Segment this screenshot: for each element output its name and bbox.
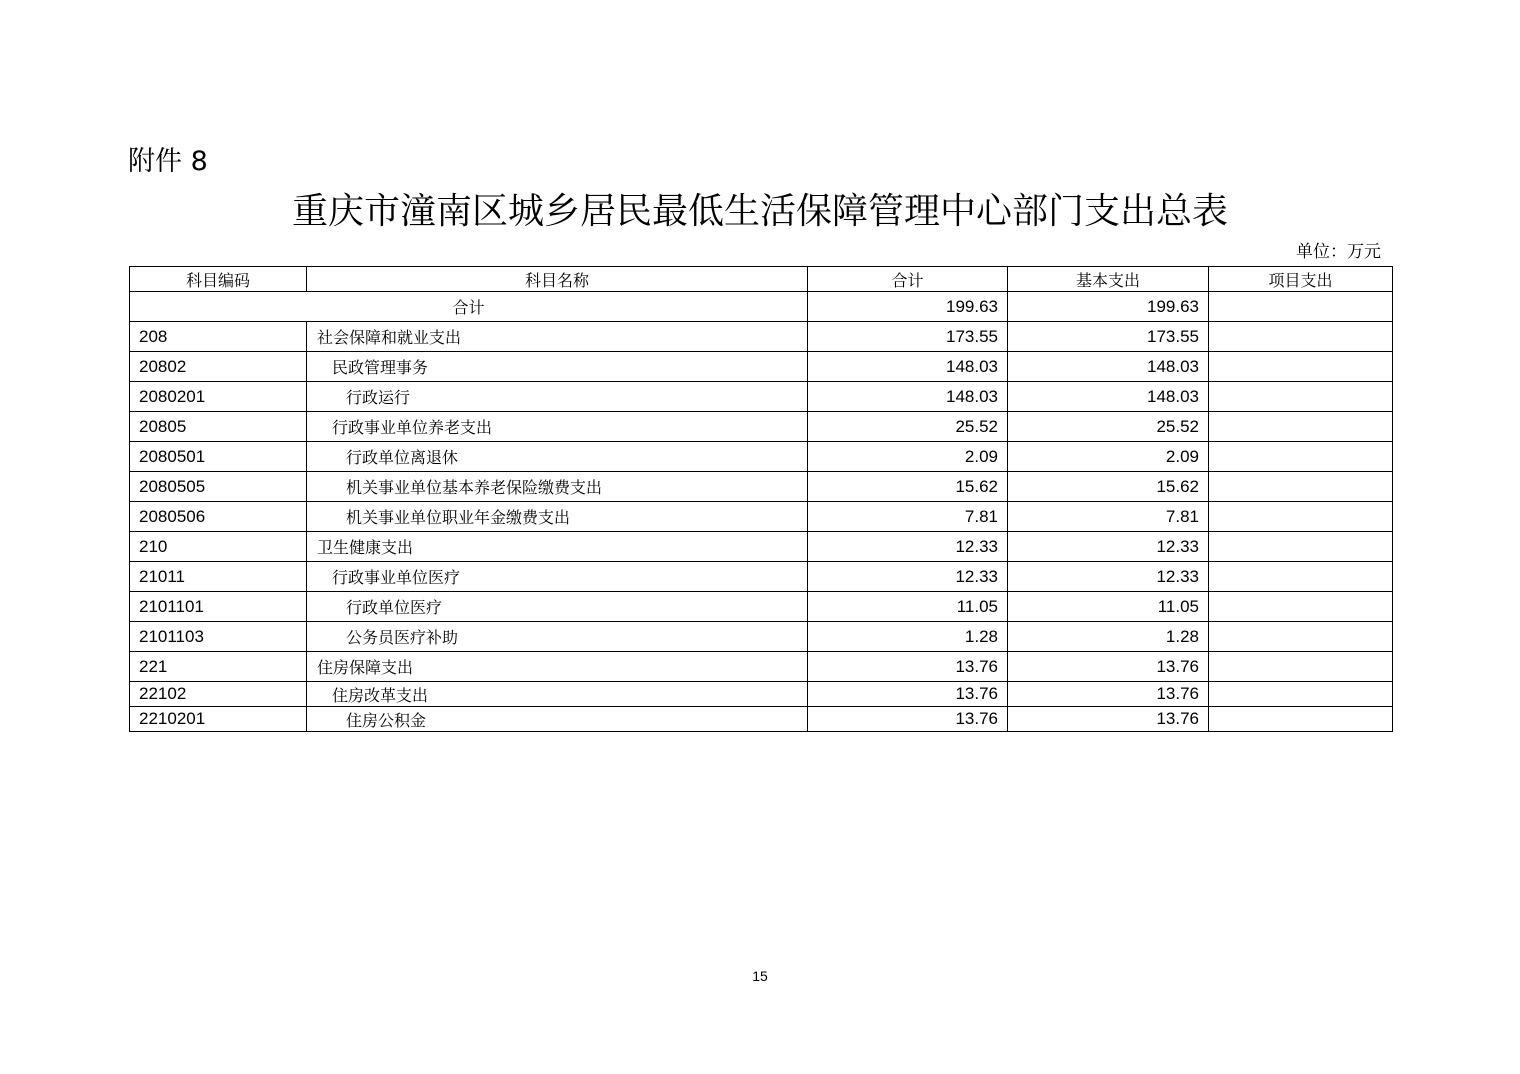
row-basic: 25.52 <box>1008 412 1209 442</box>
table-row <box>130 442 1393 472</box>
row-name: 行政运行 <box>307 382 808 412</box>
row-total: 13.76 <box>808 707 1008 732</box>
table-row <box>130 352 1393 382</box>
row-basic: 13.76 <box>1008 652 1209 682</box>
table-row <box>130 562 1393 592</box>
row-basic: 7.81 <box>1008 502 1209 532</box>
header-basic: 基本支出 <box>1008 267 1209 292</box>
row-basic: 13.76 <box>1008 707 1209 732</box>
row-project <box>1209 352 1393 382</box>
row-code: 2080506 <box>130 502 307 532</box>
row-basic: 12.33 <box>1008 562 1209 592</box>
table-row <box>130 412 1393 442</box>
row-total: 173.55 <box>808 322 1008 352</box>
row-basic: 148.03 <box>1008 352 1209 382</box>
total-row-basic: 199.63 <box>1008 292 1209 322</box>
row-code: 22102 <box>130 682 307 707</box>
row-total: 11.05 <box>808 592 1008 622</box>
row-project <box>1209 707 1393 732</box>
total-row-label: 合计 <box>130 292 808 322</box>
row-code: 2210201 <box>130 707 307 732</box>
row-project <box>1209 472 1393 502</box>
row-code: 210 <box>130 532 307 562</box>
row-total: 1.28 <box>808 622 1008 652</box>
row-project <box>1209 592 1393 622</box>
row-total: 148.03 <box>808 382 1008 412</box>
table-row <box>130 682 1393 707</box>
row-project <box>1209 652 1393 682</box>
row-project <box>1209 382 1393 412</box>
row-project <box>1209 412 1393 442</box>
row-code: 2080501 <box>130 442 307 472</box>
row-total: 13.76 <box>808 652 1008 682</box>
row-code: 20805 <box>130 412 307 442</box>
page-number: 15 <box>752 968 768 984</box>
page-title: 重庆市潼南区城乡居民最低生活保障管理中心部门支出总表 <box>291 191 1228 232</box>
row-name: 住房保障支出 <box>307 652 808 682</box>
table-row <box>130 707 1393 732</box>
row-name: 民政管理事务 <box>307 352 808 382</box>
row-code: 221 <box>130 652 307 682</box>
row-project <box>1209 322 1393 352</box>
total-row-project <box>1209 292 1393 322</box>
row-code: 2080505 <box>130 472 307 502</box>
row-basic: 13.76 <box>1008 682 1209 707</box>
row-code: 21011 <box>130 562 307 592</box>
row-basic: 12.33 <box>1008 532 1209 562</box>
table-header-row <box>130 267 1393 292</box>
row-name: 卫生健康支出 <box>307 532 808 562</box>
row-name: 机关事业单位职业年金缴费支出 <box>307 502 808 532</box>
row-name: 住房改革支出 <box>307 682 808 707</box>
table-row <box>130 322 1393 352</box>
row-project <box>1209 562 1393 592</box>
row-name: 行政事业单位医疗 <box>307 562 808 592</box>
row-basic: 1.28 <box>1008 622 1209 652</box>
table-row <box>130 382 1393 412</box>
row-basic: 15.62 <box>1008 472 1209 502</box>
row-code: 2080201 <box>130 382 307 412</box>
row-name: 公务员医疗补助 <box>307 622 808 652</box>
row-total: 15.62 <box>808 472 1008 502</box>
row-name: 住房公积金 <box>307 707 808 732</box>
header-name: 科目名称 <box>307 267 808 292</box>
table-row <box>130 502 1393 532</box>
header-project: 项目支出 <box>1209 267 1393 292</box>
table-row <box>130 532 1393 562</box>
table-row <box>130 622 1393 652</box>
row-total: 12.33 <box>808 532 1008 562</box>
row-basic: 148.03 <box>1008 382 1209 412</box>
expenditure-table <box>129 266 1393 732</box>
row-code: 2101101 <box>130 592 307 622</box>
row-name: 社会保障和就业支出 <box>307 322 808 352</box>
row-basic: 173.55 <box>1008 322 1209 352</box>
unit-label: 单位：万元 <box>1296 242 1381 262</box>
row-project <box>1209 532 1393 562</box>
row-project <box>1209 502 1393 532</box>
row-basic: 11.05 <box>1008 592 1209 622</box>
header-total: 合计 <box>808 267 1008 292</box>
row-code: 208 <box>130 322 307 352</box>
row-code: 20802 <box>130 352 307 382</box>
row-total: 12.33 <box>808 562 1008 592</box>
table-row <box>130 472 1393 502</box>
row-total: 2.09 <box>808 442 1008 472</box>
row-total: 13.76 <box>808 682 1008 707</box>
row-basic: 2.09 <box>1008 442 1209 472</box>
row-project <box>1209 682 1393 707</box>
row-total: 7.81 <box>808 502 1008 532</box>
row-total: 25.52 <box>808 412 1008 442</box>
row-total: 148.03 <box>808 352 1008 382</box>
table-row <box>130 652 1393 682</box>
header-code: 科目编码 <box>130 267 307 292</box>
row-project <box>1209 622 1393 652</box>
row-name: 行政单位离退休 <box>307 442 808 472</box>
table-row <box>130 592 1393 622</box>
row-project <box>1209 442 1393 472</box>
row-name: 行政事业单位养老支出 <box>307 412 808 442</box>
row-code: 2101103 <box>130 622 307 652</box>
row-name: 行政单位医疗 <box>307 592 808 622</box>
attachment-label: 附件 8 <box>128 146 208 177</box>
total-row <box>130 292 1393 322</box>
total-row-total: 199.63 <box>808 292 1008 322</box>
row-name: 机关事业单位基本养老保险缴费支出 <box>307 472 808 502</box>
